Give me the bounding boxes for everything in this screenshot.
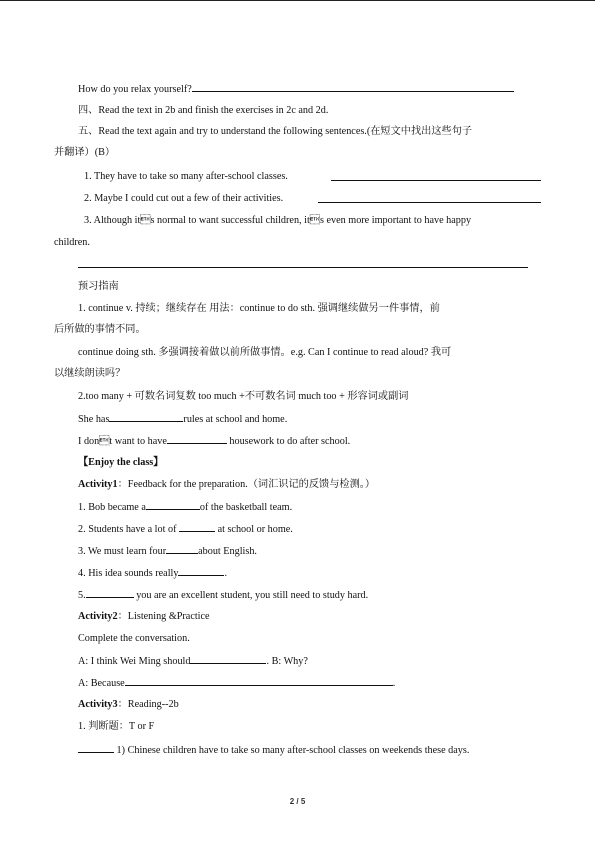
activity3-text: ：Reading--2b	[117, 699, 179, 710]
conversation-1-blank[interactable]	[190, 654, 266, 664]
practice-she-has-pre: She has	[78, 414, 110, 425]
relax-question	[78, 82, 514, 96]
conversation-2-post: .	[392, 678, 396, 689]
question-2-pre: 2. Students have a lot of	[78, 524, 180, 535]
question-5-blank[interactable]	[86, 588, 134, 598]
conversation-1-post: . B: Why?	[266, 656, 308, 667]
she-has-blank[interactable]	[109, 412, 183, 422]
page-top-border	[0, 0, 595, 1]
conversation-line-1	[78, 654, 308, 668]
activity2-heading	[78, 610, 210, 623]
section-five-line2: 并翻译）(B）	[54, 147, 116, 158]
question-4	[78, 566, 227, 580]
sentence-1-text: 1. They have to take so many after-school classes.	[84, 171, 288, 182]
question-4-pre: 4. His idea sounds really	[78, 568, 179, 579]
section-four: 四、Read the text in 2b and finish the exercises in 2c and 2d.	[78, 105, 329, 116]
question-5	[78, 588, 368, 602]
sentence-3-line1: 3. Although its normal to want successful children, its even more important to have happy	[84, 215, 472, 226]
question-3	[78, 544, 257, 558]
translation-blank-1[interactable]	[331, 180, 541, 181]
enjoy-heading-text: 【Enjoy the class】	[78, 457, 164, 468]
conversation-2-pre: A: Because	[78, 678, 125, 689]
question-2-blank[interactable]	[179, 522, 215, 532]
question-3-post: about English.	[198, 546, 257, 557]
question-2-post: at school or home.	[215, 524, 293, 535]
complete-instruction: Complete the conversation.	[78, 633, 190, 644]
true-false-item-1	[78, 743, 469, 757]
practice-housework-pre: I dont want to have	[78, 436, 167, 447]
question-5-pre: 5.	[78, 590, 86, 601]
practice-housework	[78, 434, 350, 448]
sentence-2	[84, 192, 283, 205]
sentence-2-text: 2. Maybe I could cut out a few of their activities.	[84, 193, 284, 204]
section-five-line1: 五、Read the text again and try to understand the following sentences.(在短文中找出这些句子	[78, 126, 473, 137]
question-4-post: .	[224, 568, 227, 579]
true-false-title: 1. 判断题：T or F	[78, 721, 155, 732]
activity3-label: Activity3	[78, 699, 118, 710]
enjoy-heading	[78, 456, 163, 469]
activity1-text: ：Feedback for the preparation.（词汇识记的反馈与检测。）	[117, 479, 376, 490]
question-2	[78, 522, 293, 536]
relax-question-text: How do you relax yourself?	[78, 84, 192, 95]
conversation-1-pre: A: I think Wei Ming should	[78, 656, 191, 667]
practice-she-has	[78, 412, 287, 426]
guide-continue-line2: 后所做的事情不同。	[54, 324, 146, 335]
activity2-label: Activity2	[78, 611, 118, 622]
guide-continue-doing-line1: continue doing sth. 多强调接着做以前所做事情。e.g. Can I continue to read aloud? 我可	[78, 347, 452, 358]
guide-title: 预习指南	[78, 281, 119, 292]
true-false-item-1-text: 1) Chinese children have to take so many after-school classes on weekends these days.	[114, 745, 470, 756]
question-3-blank[interactable]	[166, 544, 198, 554]
question-5-post: you are an excellent student, you still need to study hard.	[133, 590, 369, 601]
question-1-post: of the basketball team.	[199, 502, 293, 513]
question-1-blank[interactable]	[146, 500, 200, 510]
question-1-pre: 1. Bob became a	[78, 502, 146, 513]
guide-continue-line1: 1. continue v. 持续；继续存在 用法：continue to do sth. 强调继续做另一件事情，前	[78, 303, 440, 314]
practice-housework-post: housework to do after school.	[226, 436, 351, 447]
activity3-heading	[78, 698, 179, 711]
question-4-blank[interactable]	[178, 566, 224, 576]
question-3-pre: 3. We must learn four	[78, 546, 167, 557]
conversation-line-2	[78, 676, 395, 690]
true-false-blank-1[interactable]	[78, 743, 114, 753]
practice-she-has-post: rules at school and home.	[183, 414, 288, 425]
sentence-3-line2: children.	[54, 237, 90, 248]
conversation-2-blank[interactable]	[125, 676, 393, 686]
translation-blank-3[interactable]	[78, 267, 528, 268]
guide-continue-doing-line2: 以继续朗读吗？	[54, 368, 126, 379]
page-number: 2 / 5	[289, 797, 306, 806]
activity1-heading	[78, 478, 375, 491]
guide-too-many: 2.too many + 可数名词复数 too much +不可数名词 much too + 形容词或副词	[78, 391, 409, 402]
activity2-text: ：Listening &Practice	[117, 611, 210, 622]
housework-blank[interactable]	[167, 434, 227, 444]
sentence-1	[84, 170, 288, 183]
translation-blank-2[interactable]	[318, 202, 541, 203]
question-1	[78, 500, 292, 514]
answer-blank[interactable]	[192, 82, 514, 92]
activity1-label: Activity1	[78, 479, 118, 490]
